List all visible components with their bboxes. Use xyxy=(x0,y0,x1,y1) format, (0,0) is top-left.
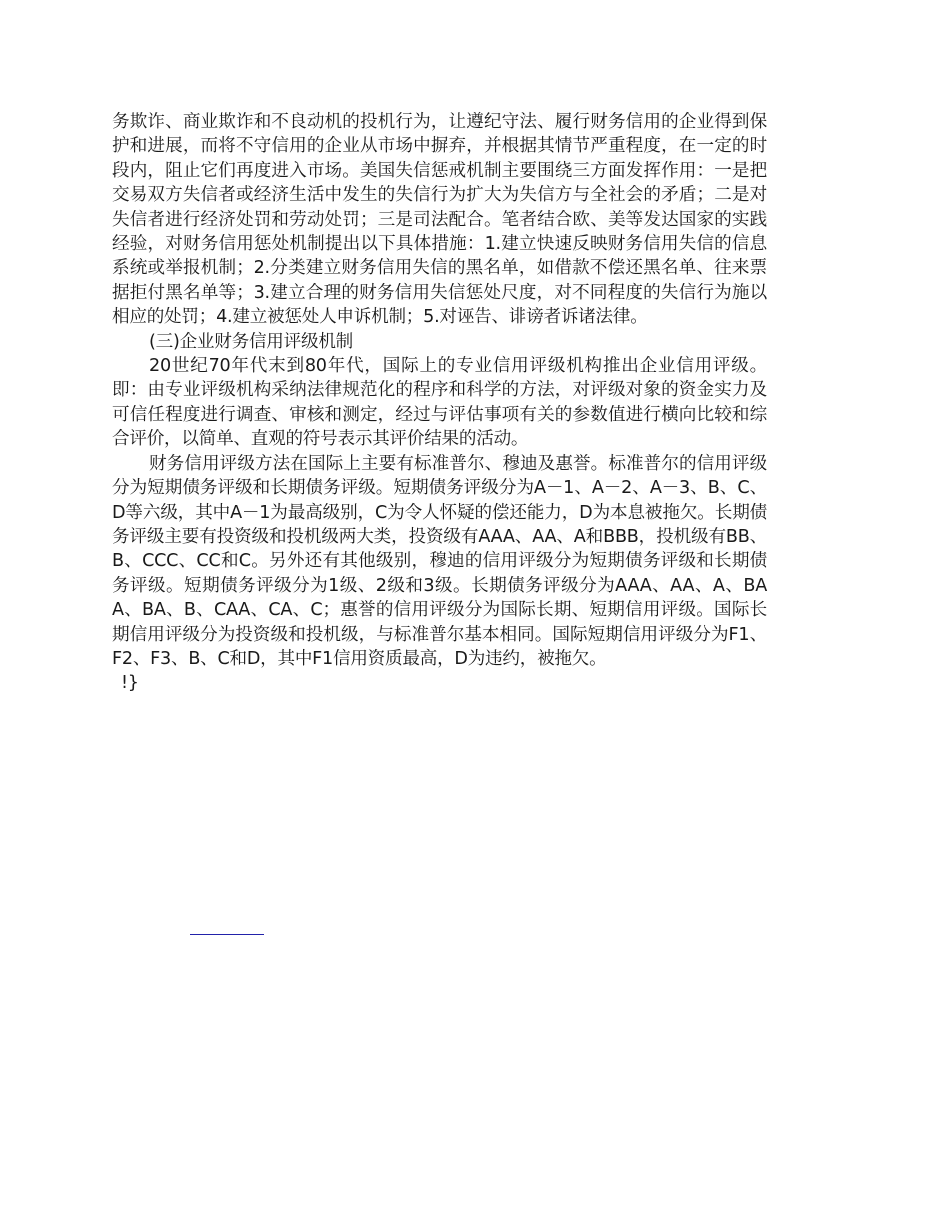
document-body xyxy=(112,110,767,696)
paragraph-punishment-measures: 务欺诈、商业欺诈和不良动机的投机行为，让遵纪守法、履行财务信用的企业得到保护和进展，而将不守信用的企业从市场中摒弃，并根据其情节严重程度，在一定的时段内，阻止它们再度进入市场。美国失信惩戒机制主要围绕三方面发挥作用：一是把交易双方失信者或经济生活中发生的失信行为扩大为失信方与全社会的矛盾；二是对失信者进行经济处罚和劳动处罚；三是司法配合。笔者结合欧、美等发达国家的实践经验，对财务信用惩处机制提出以下具体措施：1.建立快速反映财务信用失信的信息系统或举报机制；2.分类建立财务信用失信的黑名单，如借款不偿还黑名单、往来票据拒付黑名单等；3.建立合理的财务信用失信惩处尺度，对不同程度的失信行为施以相应的处罚；4.建立被惩处人申诉机制；5.对诬告、诽谤者诉诸法律。 xyxy=(112,112,767,328)
horizontal-rule xyxy=(190,934,264,935)
paragraph-rating-methods: 财务信用评级方法在国际上主要有标准普尔、穆迪及惠誉。标准普尔的信用评级分为短期债务评级和长期债务评级。短期债务评级分为A－1、A－2、A－3、B、C、D等六级，其中A－1为最高级别，C为令人怀疑的偿还能力，D为本息被拖欠。长期债务评级主要有投资级和投机级两大类，投资级有AAA、AA、A和BBB，投机级有BB、B、CCC、CC和C。另外还有其他级别，穆迪的信用评级分为短期债务评级和长期债务评级。短期债务评级分为1级、2级和3级。长期债务评级分为AAA、AA、A、BAA、BA、B、CAA、CA、C；惠誉的信用评级分为国际长期、短期信用评级。国际长期信用评级分为投资级和投机级，与标准普尔基本相同。国际短期信用评级分为F1、F2、F3、B、C和D，其中F1信用资质最高，D为违约，被拖欠。 xyxy=(112,453,767,669)
stray-characters: !} xyxy=(121,673,139,694)
paragraph-rating-definition: 20世纪70年代末到80年代，国际上的专业信用评级机构推出企业信用评级。即：由专业评级机构采纳法律规范化的程序和科学的方法，对评级对象的资金实力及可信任程度进行调查、审核和测定，经过与评估事项有关的参数值进行横向比较和综合评价，以简单、直观的符号表示其评价结果的活动。 xyxy=(112,356,767,450)
section-heading-credit-rating: (三)企业财务信用评级机制 xyxy=(149,331,354,352)
